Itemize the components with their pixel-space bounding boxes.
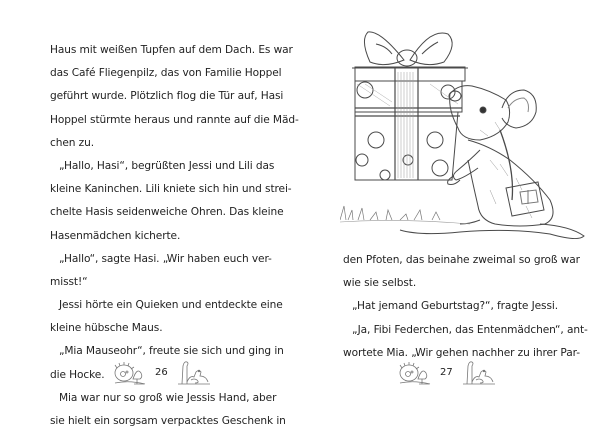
hedgehog-mushroom-icon — [113, 359, 147, 385]
text-line: „Mia Mauseohr“, freute sie sich und ging in — [59, 345, 284, 358]
text-line: sie hielt ein sorgsam verpacktes Geschenk in — [50, 415, 286, 426]
text-line: „Ja, Fibi Federchen, das Entenmädchen“, ant- — [352, 323, 588, 336]
text-line: wie sie selbst. — [343, 277, 417, 290]
dinosaur-duckling-icon — [461, 358, 497, 386]
text-line: den Pfoten, das beinahe zweimal so groß war — [343, 254, 580, 266]
text-line: Mia war nur so groß wie Jessis Hand, aber — [59, 391, 277, 404]
page-footer — [398, 352, 497, 392]
text-line: „Hallo“, sagte Hasi. „Wir haben euch ver- — [59, 252, 272, 265]
text-line: Jessi hörte ein Quieken und entdeckte eine — [59, 299, 283, 312]
text-line: Hoppel stürmte heraus und rannte auf die Mäd- — [50, 113, 299, 126]
right-page-text — [343, 249, 593, 365]
text-line: Hasenmädchen kicherte. — [50, 229, 181, 242]
text-line: Haus mit weißen Tupfen auf dem Dach. Es war — [50, 44, 293, 56]
text-line: kleine hübsche Maus. — [50, 322, 163, 335]
text-line: chelte Hasis seidenweiche Ohren. Das kleine — [50, 206, 284, 219]
mouse-holding-gift-icon — [340, 10, 590, 246]
text-line: die Hocke. — [50, 368, 105, 381]
text-line: chen zu. — [50, 136, 94, 149]
text-line: wortete Mia. „Wir gehen nachher zu ihrer Par- — [343, 346, 580, 359]
hedgehog-mushroom-icon — [398, 359, 432, 385]
text-line: „Hat jemand Geburtstag?“, fragte Jessi. — [352, 300, 559, 313]
text-line: misst!“ — [50, 275, 88, 288]
text-line: „Hallo, Hasi“, begrüßten Jessi und Lili das — [59, 159, 275, 172]
page-number: 26 — [155, 366, 168, 378]
text-line: das Café Fliegenpilz, das von Familie Hoppel — [50, 67, 282, 80]
page-footer — [113, 352, 212, 392]
dinosaur-duckling-icon — [176, 358, 212, 386]
text-line: geführt wurde. Plötzlich flog die Tür auf, Hasi — [50, 90, 284, 103]
page-number: 27 — [440, 366, 453, 378]
text-line: kleine Kaninchen. Lili kniete sich hin und strei- — [50, 183, 292, 196]
right-page — [300, 0, 600, 426]
